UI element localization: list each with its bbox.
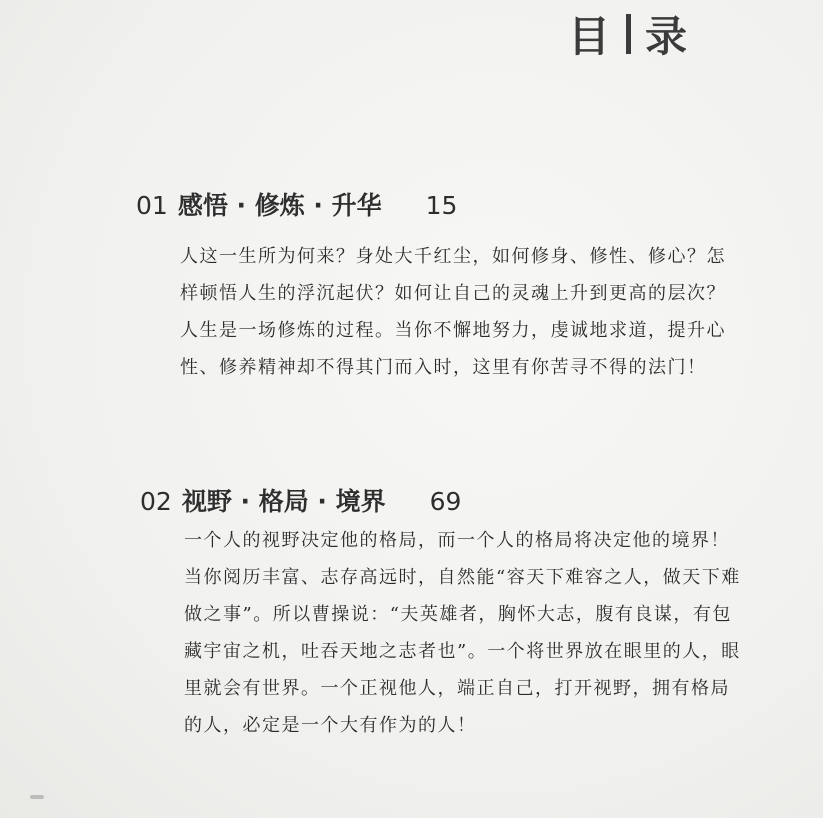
toc-entry-number: 02 bbox=[140, 487, 172, 516]
toc-entry-heading[interactable] bbox=[140, 482, 744, 518]
toc-entry-title: 视野 · 格局 · 境界 bbox=[181, 487, 386, 516]
page-title-right: 录 bbox=[645, 12, 690, 61]
page-title-left: 目 bbox=[568, 12, 613, 61]
toc-entry-description: 一个人的视野决定他的格局，而一个人的格局将决定他的境界！当你阅历丰富、志存高远时，自然能“容天下难容之人，做天下难做之事”。所以曹操说：“夫英雄者，胸怀大志，腹有良谋，有包藏宇宙之机，吐吞天地之志者也”。一个将世界放在眼里的人，眼里就会有世界。一个正视他人，端正自己，打开视野，拥有格局的人，必定是一个大有作为的人！ bbox=[184, 530, 741, 736]
toc-entry-page-number: 15 bbox=[425, 191, 458, 220]
toc-entry-title: 感悟 · 修炼 · 升华 bbox=[177, 191, 382, 220]
toc-entry-page-number: 69 bbox=[429, 487, 462, 516]
title-divider bbox=[626, 14, 631, 54]
toc-entry-description: 人这一生所为何来？身处大千红尘，如何修身、修性、修心？怎样顿悟人生的浮沉起伏？如何让自己的灵魂上升到更高的层次？人生是一场修炼的过程。当你不懈地努力，虔诚地求道，提升心性、修养精神却不得其门而入时，这里有你苦寻不得的法门！ bbox=[180, 246, 726, 378]
toc-entry-heading[interactable] bbox=[136, 186, 740, 222]
page-smudge bbox=[30, 795, 44, 799]
toc-entry-01 bbox=[136, 186, 740, 386]
page-title bbox=[568, 4, 689, 64]
toc-entry-number: 01 bbox=[136, 191, 168, 220]
toc-entry-02 bbox=[140, 482, 744, 744]
